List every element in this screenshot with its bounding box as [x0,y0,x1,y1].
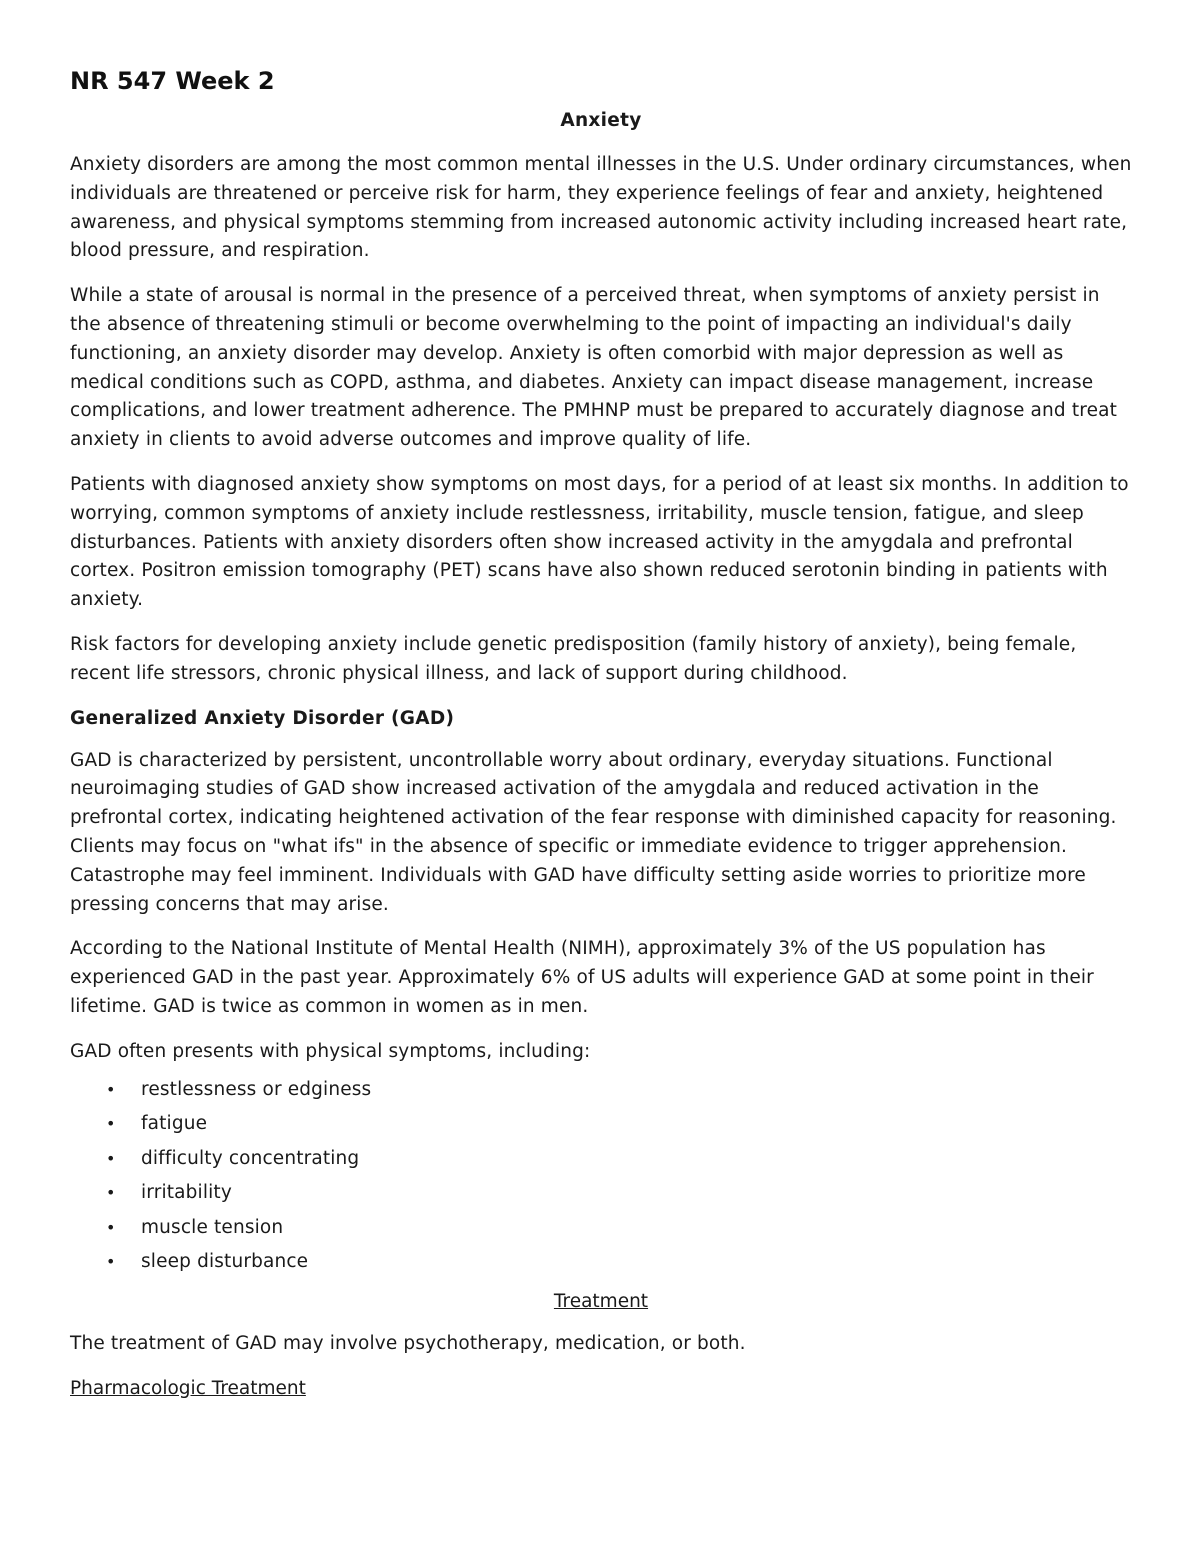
bullet-icon: • [106,1148,116,1168]
list-item-text: fatigue [141,1113,208,1135]
bullet-icon: • [106,1217,116,1237]
section-heading-anxiety: Anxiety [560,110,642,131]
treatment-heading-text: Treatment [553,1291,649,1313]
paragraph-gad-prevalence: According to the National Institute of Mental Health (NIMH), approximately 3% of the US population has experienced GAD in the past year. Approximately 6% of US adults will experience GAD at some point in their lifetime. GAD is twice as common in women as in men. [70,938,1094,1017]
list-item-text: muscle tension [141,1216,284,1238]
bullet-icon: • [106,1183,116,1203]
list-item-text: sleep disturbance [141,1251,309,1273]
gad-heading: Generalized Anxiety Disorder (GAD) [70,707,455,729]
document-title: NR 547 Week 2 [70,67,275,95]
paragraph-arousal: While a state of arousal is normal in the presence of a perceived threat, when symptoms of anxiety persist in the absence of threatening stimuli or become overwhelming to the point of impacting an individual's daily functioning, an anxiety disorder may develop. Anxiety is often comorbid with major depression as well as medical conditions such as COPD, asthma, and diabetes. Anxiety can impact disease management, increase complications, and lower treatment adherence. The PMHNP must be prepared to accurately diagnose and treat anxiety in clients to avoid adverse outcomes and improve quality of life. [70,285,1118,451]
bullet-icon: • [106,1114,116,1134]
list-item [70,1142,1132,1177]
paragraph-treatment: The treatment of GAD may involve psychotherapy, medication, or both. [70,1333,746,1355]
bullet-icon: • [106,1079,116,1099]
paragraph-anxiety-intro: Anxiety disorders are among the most common mental illnesses in the U.S. Under ordinary circumstances, when individuals are threatened or perceive risk for harm, they experience feelings of fear and anxiety, heightened awareness, and physical symptoms stemming from increased autonomic activity including increased heart rate, blood pressure, and respiration. [70,154,1132,262]
paragraph-symptoms: Patients with diagnosed anxiety show symptoms on most days, for a period of at least six months. In addition to worrying, common symptoms of anxiety include restlessness, irritability, muscle tension, fatigue, and sleep disturbances. Patients with anxiety disorders often show increased activity in the amygdala and prefrontal cortex. Positron emission tomography (PET) scans have also shown reduced serotonin binding in patients with anxiety. [70,473,1129,611]
list-item [70,1211,1132,1246]
paragraph-gad-physical-intro: GAD often presents with physical symptoms, including: [70,1040,591,1062]
list-item [70,1176,1132,1211]
list-item [70,1245,1132,1280]
list-item [70,1107,1132,1142]
paragraph-gad-definition: GAD is characterized by persistent, uncontrollable worry about ordinary, everyday situations. Functional neuroimaging studies of GAD show increased activation of the amygdala and reduced activation in the prefrontal cortex, indicating heightened activation of the fear response with diminished capacity for reasoning. Clients may focus on "what ifs" in the absence of specific or immediate evidence to trigger apprehension. Catastrophe may feel imminent. Individuals with GAD have difficulty setting aside worries to prioritize more pressing concerns that may arise. [70,749,1117,915]
paragraph-risk-factors: Risk factors for developing anxiety include genetic predisposition (family history of anxiety), being female, recent life stressors, chronic physical illness, and lack of support during childhood. [70,633,1077,684]
list-item-text: difficulty concentrating [141,1147,360,1169]
document-page [70,66,1132,1403]
pharmacologic-treatment-heading-text: Pharmacologic Treatment [70,1377,306,1399]
pharmacologic-treatment-heading [70,1375,1132,1403]
list-item [70,1073,1132,1108]
list-item-text: irritability [141,1182,232,1204]
symptom-list [70,1073,1132,1281]
list-item-text: restlessness or edginess [141,1078,372,1100]
treatment-heading [70,1288,1132,1316]
bullet-icon: • [106,1252,116,1272]
